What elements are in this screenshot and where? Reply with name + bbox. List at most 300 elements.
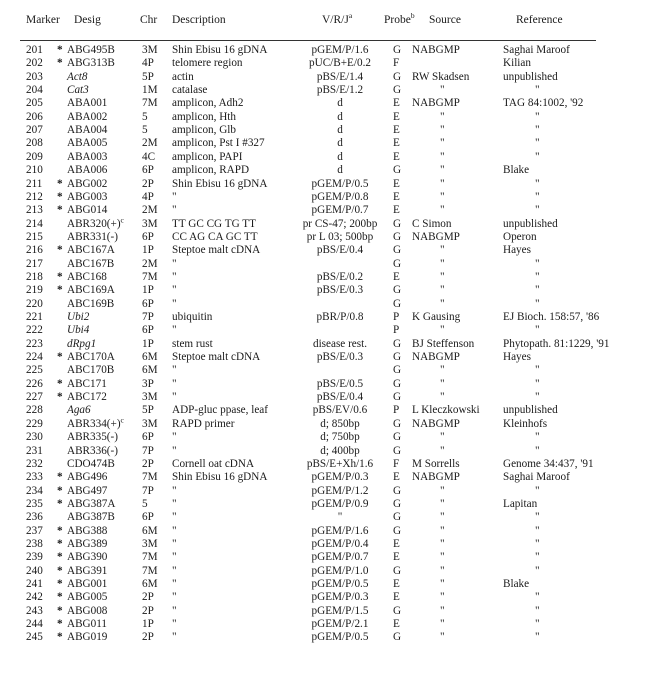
desig-cell <box>67 324 89 337</box>
vector-cell: d <box>337 150 343 163</box>
chr-cell: 2M <box>142 257 158 270</box>
source-cell: " <box>440 364 445 377</box>
marker-cell: 226 <box>26 377 43 390</box>
marker-cell: 222 <box>26 324 43 337</box>
probe-cell: P <box>393 324 400 337</box>
source-cell: " <box>440 524 445 537</box>
table-row <box>0 538 648 551</box>
reference-cell: " <box>535 297 540 310</box>
marker-cell: 209 <box>26 150 43 163</box>
reference-cell: " <box>535 364 540 377</box>
marker-cell: 225 <box>26 364 43 377</box>
vector-cell: d <box>337 124 343 137</box>
marker-cell: 227 <box>26 391 43 404</box>
description-cell: " <box>172 324 177 337</box>
description-cell: " <box>172 591 177 604</box>
table-row <box>0 431 648 444</box>
description-cell: amplicon, Adh2 <box>172 97 244 110</box>
probe-cell: E <box>393 591 400 604</box>
marker-cell: 239 <box>26 551 43 564</box>
description-cell: amplicon, Pst I #327 <box>172 137 265 150</box>
desig-text: ABG014 <box>67 204 108 217</box>
desig-text: ABG495B <box>67 44 115 56</box>
marker-cell: 219 <box>26 284 43 297</box>
chr-cell: 3M <box>142 44 158 56</box>
vector-cell: pGEM/P/1.6 <box>311 524 369 537</box>
reference-cell: " <box>535 564 540 577</box>
vector-cell: d; 750bp <box>320 431 360 444</box>
table-row <box>0 164 648 177</box>
marker-cell: 231 <box>26 444 43 457</box>
reference-cell: Kilian <box>503 57 531 70</box>
marker-cell: 228 <box>26 404 43 417</box>
mapped-star: * <box>57 471 63 484</box>
desig-cell <box>67 618 107 631</box>
desig-text: Aga6 <box>67 404 91 417</box>
description-cell: " <box>172 204 177 217</box>
description-cell: catalase <box>172 84 208 97</box>
desig-text: ABC168 <box>67 270 107 283</box>
reference-cell: " <box>535 484 540 497</box>
desig-cell <box>67 471 107 484</box>
description-cell: " <box>172 604 177 617</box>
source-cell: NABGMP <box>412 351 460 364</box>
probe-cell: G <box>393 484 402 497</box>
table-row <box>0 391 648 404</box>
description-cell: amplicon, Glb <box>172 124 237 137</box>
desig-text: ABG011 <box>67 618 107 631</box>
marker-cell: 221 <box>26 311 43 323</box>
chr-cell: 6P <box>142 431 154 444</box>
table-row <box>0 244 648 257</box>
description-cell: " <box>172 551 177 564</box>
chr-cell: 1P <box>142 244 154 257</box>
desig-text: ABG496 <box>67 471 108 484</box>
description-cell: " <box>172 431 177 444</box>
desig-cell <box>67 605 107 618</box>
desig-cell <box>67 284 115 297</box>
marker-cell: 206 <box>26 110 43 123</box>
source-cell: " <box>440 150 445 163</box>
mapped-star: * <box>57 204 63 217</box>
desig-cell <box>67 231 118 244</box>
vector-cell: d <box>337 110 343 123</box>
description-cell: Steptoe malt cDNA <box>172 244 261 257</box>
source-cell: " <box>440 578 445 590</box>
source-cell: " <box>440 244 445 257</box>
vector-cell: d <box>337 97 343 110</box>
marker-cell: 235 <box>26 497 43 510</box>
mapped-star: * <box>57 284 63 297</box>
desig-text: Ubi4 <box>67 324 90 337</box>
desig-text: ABA002 <box>67 110 108 123</box>
source-cell: " <box>440 177 445 190</box>
probe-cell: G <box>393 257 402 270</box>
reference-cell: " <box>535 391 540 404</box>
mapped-star: * <box>57 177 63 190</box>
probe-cell: E <box>393 204 400 217</box>
desig-text: ABG008 <box>67 604 108 617</box>
chr-cell: 5P <box>142 404 154 417</box>
vector-cell: pGEM/P/0.5 <box>311 177 369 190</box>
reference-cell: TAG 84:1002, '92 <box>503 97 584 110</box>
chr-cell: 1M <box>142 84 158 97</box>
reference-cell: Blake <box>503 578 530 590</box>
source-cell: " <box>440 564 445 577</box>
table-row <box>0 591 648 604</box>
chr-cell: 5 <box>142 497 148 510</box>
desig-cell <box>67 431 118 444</box>
description-cell: " <box>172 444 177 457</box>
chr-cell: 2P <box>142 631 154 644</box>
desig-cell <box>67 351 115 364</box>
marker-cell: 218 <box>26 270 43 283</box>
probe-cell: G <box>393 604 402 617</box>
chr-cell: 2P <box>142 591 154 604</box>
probe-cell: E <box>393 578 400 590</box>
vector-cell: pGEM/P/1.6 <box>311 44 369 56</box>
table-row <box>0 258 648 271</box>
reference-cell: " <box>535 137 540 150</box>
chr-cell: 6P <box>142 164 154 177</box>
table-row <box>0 565 648 578</box>
vector-cell: pUC/B+E/0.2 <box>309 57 371 70</box>
desig-cell <box>67 391 107 404</box>
table-row <box>0 151 648 164</box>
description-cell: actin <box>172 70 194 83</box>
desig-cell <box>67 151 107 164</box>
mapped-star: * <box>57 391 63 404</box>
table-row <box>0 231 648 244</box>
header-desig: Desig <box>74 14 101 26</box>
table-row <box>0 471 648 484</box>
reference-cell: Saghai Maroof <box>503 44 570 56</box>
marker-cell: 237 <box>26 524 43 537</box>
desig-cell <box>67 458 115 471</box>
chr-cell: 7P <box>142 484 154 497</box>
marker-cell: 220 <box>26 297 43 310</box>
reference-cell: Hayes <box>503 351 531 364</box>
table-row <box>0 191 648 204</box>
desig-cell <box>67 244 115 257</box>
table-row <box>0 111 648 124</box>
desig-text: ABC167A <box>67 244 115 257</box>
table-row <box>0 284 648 297</box>
mapped-star: * <box>57 44 63 56</box>
description-cell: ADP-gluc ppase, leaf <box>172 404 268 417</box>
source-cell: L Kleczkowski <box>412 404 480 417</box>
desig-text: ABC169B <box>67 297 115 310</box>
probe-cell: P <box>393 404 400 417</box>
marker-cell: 241 <box>26 578 43 590</box>
desig-text: ABC167B <box>67 257 115 270</box>
probe-cell: E <box>393 110 400 123</box>
desig-text: CDO474B <box>67 457 115 470</box>
desig-cell <box>67 498 115 511</box>
reference-cell: unpublished <box>503 70 558 83</box>
source-cell: " <box>440 190 445 203</box>
table-row <box>0 124 648 137</box>
vector-cell: pBS/E+Xh/1.6 <box>306 457 374 470</box>
vector-cell: d; 850bp <box>320 417 360 430</box>
desig-text: ABG391 <box>67 564 108 577</box>
description-cell: ubiquitin <box>172 311 213 323</box>
header-vr-footnote: a <box>348 11 353 21</box>
vector-cell: pGEM/P/0.4 <box>311 537 369 550</box>
desig-cell <box>67 191 107 204</box>
mapped-star: * <box>57 377 63 390</box>
table-row <box>0 605 648 618</box>
source-cell: " <box>440 137 445 150</box>
desig-cell <box>67 591 107 604</box>
table-row <box>0 525 648 538</box>
description-cell: " <box>172 631 177 644</box>
desig-text: ABR334(+) <box>67 417 121 430</box>
mapped-star: * <box>57 484 63 497</box>
probe-cell: G <box>393 444 402 457</box>
vector-cell: pBS/E/0.5 <box>316 377 364 390</box>
header-rule <box>20 40 596 41</box>
vector-cell: pr L 03; 500bp <box>306 230 374 243</box>
source-cell: RW Skadsen <box>412 70 470 83</box>
probe-cell: P <box>393 311 400 323</box>
marker-cell: 243 <box>26 604 43 617</box>
marker-cell: 204 <box>26 84 43 97</box>
probe-cell: G <box>393 377 402 390</box>
desig-text: ABG313B <box>67 57 115 70</box>
table-row <box>0 57 648 70</box>
vector-cell: pGEM/P/0.5 <box>311 631 369 644</box>
marker-cell: 240 <box>26 564 43 577</box>
probe-cell: G <box>393 84 402 97</box>
vector-cell: pBR/P/0.8 <box>316 311 364 323</box>
marker-cell: 208 <box>26 137 43 150</box>
desig-cell <box>67 415 124 431</box>
table-row <box>0 298 648 311</box>
vector-cell: pGEM/P/2.1 <box>311 618 369 631</box>
probe-cell: G <box>393 497 402 510</box>
chr-cell: 6M <box>142 364 158 377</box>
probe-cell: E <box>393 137 400 150</box>
table-row <box>0 511 648 524</box>
table-row <box>0 271 648 284</box>
desig-text: ABG019 <box>67 631 108 644</box>
source-cell: " <box>440 84 445 97</box>
header-probe-footnote: b <box>410 11 415 21</box>
vector-cell: pBS/E/1.2 <box>316 84 364 97</box>
marker-cell: 213 <box>26 204 43 217</box>
chr-cell: 2M <box>142 204 158 217</box>
chr-cell: 4P <box>142 57 154 70</box>
source-cell: M Sorrells <box>412 457 460 470</box>
vector-cell: d <box>337 137 343 150</box>
marker-cell: 214 <box>26 217 43 230</box>
probe-cell: E <box>393 97 400 110</box>
reference-cell: " <box>535 150 540 163</box>
table-row <box>0 338 648 351</box>
mapped-star: * <box>57 537 63 550</box>
vector-cell: " <box>337 511 343 524</box>
description-cell: " <box>172 364 177 377</box>
description-cell: " <box>172 618 177 631</box>
source-cell: NABGMP <box>412 471 460 484</box>
source-cell: " <box>440 110 445 123</box>
vector-cell: pGEM/P/1.2 <box>311 484 369 497</box>
source-cell: " <box>440 444 445 457</box>
chr-cell: 7P <box>142 444 154 457</box>
marker-cell: 238 <box>26 537 43 550</box>
description-cell: " <box>172 511 177 524</box>
vector-cell: pGEM/P/0.7 <box>311 204 369 217</box>
desig-cell <box>67 525 107 538</box>
desig-text: ABR335(-) <box>67 431 118 444</box>
desig-cell <box>67 214 124 231</box>
probe-cell: G <box>393 230 402 243</box>
desig-cell <box>67 551 107 564</box>
source-cell: " <box>440 484 445 497</box>
probe-cell: G <box>393 244 402 257</box>
desig-cell <box>67 565 107 578</box>
chr-cell: 3M <box>142 217 158 230</box>
desig-cell <box>67 71 88 84</box>
desig-footnote: c <box>120 415 124 425</box>
marker-cell: 207 <box>26 124 43 137</box>
chr-cell: 5 <box>142 124 148 137</box>
mapped-star: * <box>57 551 63 564</box>
mapped-star: * <box>57 591 63 604</box>
marker-cell: 242 <box>26 591 43 604</box>
mapped-star: * <box>57 618 63 631</box>
table-row <box>0 404 648 417</box>
table-row <box>0 311 648 324</box>
source-cell: K Gausing <box>412 311 461 323</box>
desig-text: ABC171 <box>67 377 107 390</box>
desig-text: ABA006 <box>67 164 108 177</box>
desig-cell <box>67 538 107 551</box>
description-cell: " <box>172 537 177 550</box>
marker-cell: 203 <box>26 70 43 83</box>
probe-cell: G <box>393 631 402 644</box>
desig-cell <box>67 84 89 97</box>
mapped-star: * <box>57 497 63 510</box>
header-source: Source <box>429 14 461 26</box>
description-cell: " <box>172 564 177 577</box>
desig-text: Ubi2 <box>67 311 90 323</box>
reference-cell: " <box>535 284 540 297</box>
vector-cell: pGEM/P/0.5 <box>311 578 369 590</box>
desig-cell <box>67 137 107 150</box>
source-cell: " <box>440 297 445 310</box>
header-description: Description <box>172 14 226 26</box>
probe-cell: G <box>393 297 402 310</box>
chr-cell: 3M <box>142 537 158 550</box>
table-row <box>0 178 648 191</box>
probe-cell: G <box>393 284 402 297</box>
reference-cell: " <box>535 177 540 190</box>
probe-cell: E <box>393 150 400 163</box>
marker-cell: 244 <box>26 618 43 631</box>
desig-cell <box>67 298 114 311</box>
description-cell: amplicon, PAPI <box>172 150 243 163</box>
marker-cell: 223 <box>26 337 43 350</box>
desig-cell <box>67 44 115 57</box>
probe-cell: G <box>393 524 402 537</box>
source-cell: NABGMP <box>412 97 460 110</box>
source-cell: C Simon <box>412 217 452 230</box>
source-cell: " <box>440 164 445 177</box>
probe-cell: E <box>393 124 400 137</box>
table-row <box>0 631 648 644</box>
desig-text: ABR331(-) <box>67 230 118 243</box>
source-cell: NABGMP <box>412 417 460 430</box>
desig-cell <box>67 511 115 524</box>
description-cell: CC AG CA GC TT <box>172 230 258 243</box>
description-cell: RAPD primer <box>172 417 235 430</box>
desig-cell <box>67 485 107 498</box>
description-cell: " <box>172 497 177 510</box>
reference-cell: " <box>535 591 540 604</box>
vector-cell: pGEM/P/0.7 <box>311 551 369 564</box>
vector-cell: pGEM/P/1.5 <box>311 604 369 617</box>
description-cell: amplicon, Hth <box>172 110 237 123</box>
source-cell: NABGMP <box>412 230 460 243</box>
source-cell: " <box>440 284 445 297</box>
table-row <box>0 97 648 110</box>
header-probe-label: Probe <box>384 14 411 26</box>
chr-cell: 7M <box>142 564 158 577</box>
desig-text: ABC169A <box>67 284 115 297</box>
marker-cell: 245 <box>26 631 43 644</box>
desig-cell <box>67 124 107 137</box>
source-cell: " <box>440 257 445 270</box>
reference-cell: Phytopath. 81:1229, '91 <box>503 337 610 350</box>
source-cell: " <box>440 270 445 283</box>
marker-cell: 215 <box>26 230 43 243</box>
source-cell: " <box>440 391 445 404</box>
probe-cell: G <box>393 164 402 177</box>
chr-cell: 3M <box>142 417 158 430</box>
marker-cell: 212 <box>26 190 43 203</box>
chr-cell: 7M <box>142 471 158 484</box>
table-row <box>0 214 648 231</box>
desig-cell <box>67 378 107 391</box>
reference-cell: Genome 34:437, '91 <box>503 457 594 470</box>
vector-cell: pBS/E/0.2 <box>316 270 364 283</box>
probe-cell: G <box>393 217 402 230</box>
table-row <box>0 324 648 337</box>
reference-cell: " <box>535 551 540 564</box>
table-row <box>0 364 648 377</box>
desig-text: ABG387A <box>67 497 116 510</box>
marker-cell: 201 <box>26 44 43 56</box>
table-row <box>0 445 648 458</box>
desig-cell <box>67 111 107 124</box>
description-cell: Shin Ebisu 16 gDNA <box>172 44 268 56</box>
marker-cell: 202 <box>26 57 43 70</box>
reference-cell: Saghai Maroof <box>503 471 570 484</box>
probe-cell: G <box>393 564 402 577</box>
table-row <box>0 71 648 84</box>
chr-cell: 6P <box>142 297 154 310</box>
mapped-star: * <box>57 244 63 257</box>
chr-cell: 5P <box>142 70 154 83</box>
probe-cell: F <box>393 57 400 70</box>
chr-cell: 3P <box>142 377 154 390</box>
table-row <box>0 44 648 57</box>
description-cell: " <box>172 270 177 283</box>
reference-cell: " <box>535 511 540 524</box>
desig-text: ABC170A <box>67 351 115 364</box>
